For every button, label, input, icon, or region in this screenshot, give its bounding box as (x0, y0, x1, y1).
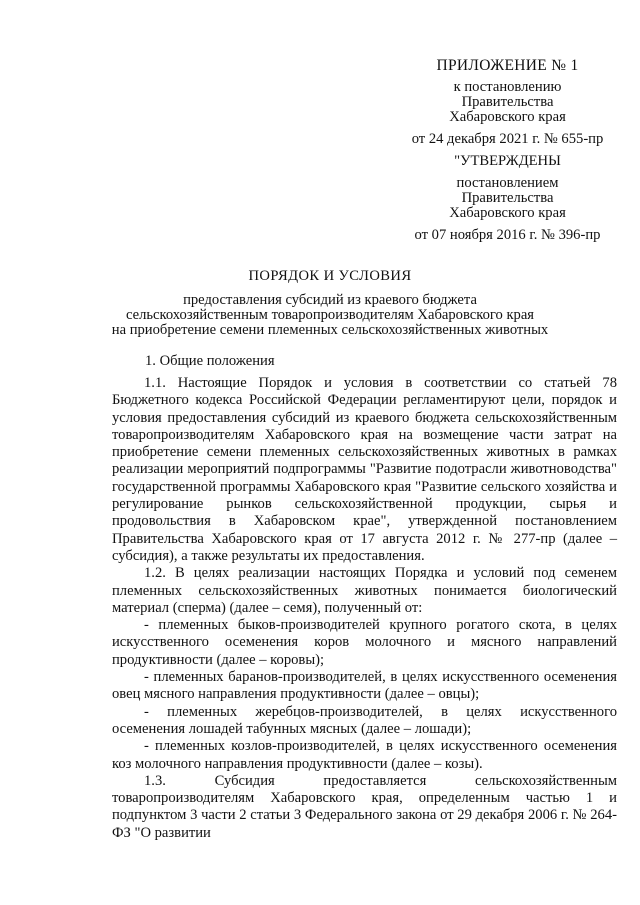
list-item-cows: - племенных быков-производителей крупного рогатого скота, в целях искусственного осеменения коров молочного и мясного направлений продуктивности (далее – коровы); (112, 617, 617, 668)
document-body (112, 375, 617, 842)
resolution-date-number: от 24 декабря 2021 г. № 655-пр (411, 131, 604, 147)
list-item-sheep: - племенных баранов-производителей, в целях искусственного осеменения овец мясного направления продуктивности (далее – овцы); (112, 669, 617, 703)
paragraph-1-1: 1.1. Настоящие Порядок и условия в соответствии со статьей 78 Бюджетного кодекса Российской Федерации регламентируют цели, порядок и условия предоставления субсидий из краевого бюджета сельскохозяйственным товаропроизводителям Хабаровского края на возмещение части затрат на приобретение семени племенных сельскохозяйственных животных в рамках реализации мероприятий подпрограммы "Развитие подотрасли животноводства" государственной программы Хабаровского края "Развитие сельского хозяйства и регулирование рынков сельскохозяйственной продукции, сырья и продовольствия в Хабаровском крае", утвержденной постановлением Правительства Хабаровского края от 17 августа 2012 г. № 277-пр (далее – субсидия), а также результаты их предоставления. (112, 375, 617, 564)
approved-by-label: постановлением (456, 175, 559, 191)
paragraph-1-3: 1.3. Субсидия предоставляется сельскохозяйственным товаропроизводителям Хабаровского края, определенным частью 1 и подпунктом 3 части 2 статьи 3 Федерального закона от 29 декабря 2006 г. № 264-ФЗ "О развитии (112, 772, 617, 841)
appendix-label: ПРИЛОЖЕНИЕ № 1 (436, 57, 579, 74)
to-resolution-label: к постановлению (453, 79, 562, 95)
subtitle-line: на приобретение семени племенных сельскохозяйственных животных (111, 322, 549, 338)
subtitle-line: предоставления субсидий из краевого бюджета (183, 292, 477, 308)
section-heading: 1. Общие положения (145, 353, 275, 369)
list-item-horses: - племенных жеребцов-производителей, в целях искусственного осеменения лошадей табунных мясных (далее – лошади); (112, 703, 617, 737)
approved-government-label: Правительства (461, 190, 554, 206)
approved-date-number: от 07 ноября 2016 г. № 396-пр (414, 227, 601, 243)
government-label: Правительства (461, 94, 554, 110)
region-label: Хабаровского края (449, 109, 566, 125)
subtitle-line: сельскохозяйственным товаропроизводителям Хабаровского края (125, 307, 535, 323)
approved-label: "УТВЕРЖДЕНЫ (454, 153, 561, 169)
document-subtitle (95, 293, 565, 338)
document-header (400, 58, 615, 243)
list-item-goats: - племенных козлов-производителей, в целях искусственного осеменения коз молочного направления продуктивности (далее – козы). (112, 738, 617, 772)
approved-region-label: Хабаровского края (449, 205, 566, 221)
paragraph-1-2: 1.2. В целях реализации настоящих Порядка и условий под семенем племенных сельскохозяйственных животных понимается биологический материал (сперма) (далее – семя), полученный от: (112, 565, 617, 616)
document-title: ПОРЯДОК И УСЛОВИЯ (248, 268, 412, 284)
